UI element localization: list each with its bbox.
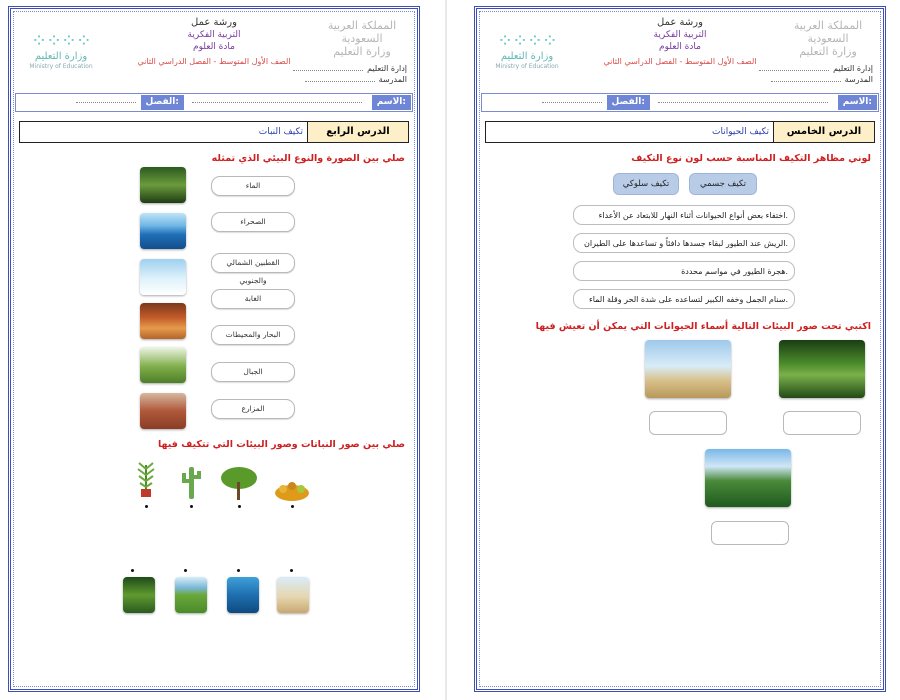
grade-title: الصف الأول المتوسط - الفصل الدراسي الثاني [603,57,757,66]
name-field[interactable] [658,102,828,103]
palm-farm-image[interactable] [140,347,186,383]
education-title: التربية الفكرية [187,30,241,40]
moe-logo-en: Ministry of Education [495,63,559,70]
instruction-match-habitat: صلي بين الصورة والنوع البيئي الذي تمثله [211,153,405,164]
workshop-title: ورشة عمل [191,17,237,28]
habitat-option[interactable]: الصحراء [211,212,295,232]
habitat-option[interactable]: القطبين الشمالي والجنوبي [211,253,295,273]
forest-environment-image[interactable] [123,577,155,613]
instruction-match-plants: صلي بين صور النباتات وصور البيئات التي تتكيف فيها [157,439,405,450]
cactus-plant-icon[interactable] [131,459,161,499]
admin-fields [293,63,407,85]
connector-dot[interactable] [290,569,293,572]
physical-adaptation-tag[interactable]: تكيف جسمي [689,173,757,195]
lesson-name: تكيف الحيوانات [711,127,769,137]
lesson-bar [19,121,409,143]
page-header [485,17,875,95]
desert-image[interactable] [140,303,186,339]
lesson-number: الدرس الخامس [773,122,874,142]
moe-logo-text: وزارة التعليم [34,51,88,62]
admin-label: إدارة التعليم [833,64,873,73]
mountain-image[interactable] [140,393,186,429]
moe-logo [21,31,101,70]
desert-answer-box[interactable] [649,411,727,435]
underwater-environment-image[interactable] [227,577,259,613]
rainforest-answer-box[interactable] [783,411,861,435]
habitat-option[interactable]: الجبال [211,362,295,382]
ocean-image[interactable] [140,213,186,249]
adaptation-statement[interactable]: سنام الجمل وخفه الكبير لتساعده على شدة الحر وقلة الماء. [573,289,795,309]
kingdom-logo: المملكة العربية السعودية وزارة التعليم [793,19,863,58]
lesson-name: تكيف النبات [258,127,303,137]
connector-dot[interactable] [131,569,134,572]
page-header [19,17,409,95]
class-label: الفصل: [607,95,650,110]
name-bar [15,93,413,112]
page-divider [445,0,447,700]
education-title: التربية الفكرية [653,30,707,40]
moe-logo-icon: ⁘⁘⁘⁘ [31,30,91,52]
tree-icon[interactable] [219,464,259,502]
name-label: الاسم: [372,95,411,110]
adaptation-statement[interactable]: هجرة الطيور في مواسم محددة. [573,261,795,281]
forest-image[interactable] [140,167,186,203]
name-bar [481,93,879,112]
connector-dot[interactable] [190,505,193,508]
class-field[interactable] [76,102,136,103]
class-label: الفصل: [141,95,184,110]
worksheet-page-right [474,6,886,692]
habitat-option[interactable]: المزارع [211,399,295,419]
workshop-title: ورشة عمل [657,17,703,28]
mountain-answer-box[interactable] [711,521,789,545]
adaptation-statement[interactable]: اختفاء بعض أنواع الحيوانات أثناء النهار للابتعاد عن الأعداء. [573,205,795,225]
connector-dot[interactable] [237,569,240,572]
desert-environment-image[interactable] [277,577,309,613]
connector-dot[interactable] [291,505,294,508]
lesson-bar [485,121,875,143]
admin-label: إدارة التعليم [367,64,407,73]
moe-logo-icon: ⁘⁘⁘⁘ [497,30,557,52]
behavioral-adaptation-tag[interactable]: تكيف سلوكي [613,173,679,195]
instruction-color-adaptation: لوني مظاهر التكيف المناسبة حسب لون نوع التكيف [631,153,871,164]
farm-environment-image[interactable] [175,577,207,613]
worksheet-page-left [8,6,420,692]
name-field[interactable] [192,102,362,103]
moe-logo-en: Ministry of Education [29,63,93,70]
connector-dot[interactable] [145,505,148,508]
school-label: المدرسة [378,75,407,84]
mountain-forest-image[interactable] [705,449,791,507]
polar-image[interactable] [140,259,186,295]
habitat-option[interactable]: البحار والمحيطات [211,325,295,345]
habitat-option[interactable]: الغابة [211,289,295,309]
rainforest-image[interactable] [779,340,865,398]
admin-fields [759,63,873,85]
grade-title: الصف الأول المتوسط - الفصل الدراسي الثاني [137,57,291,66]
moe-logo-text: وزارة التعليم [500,51,554,62]
adaptation-statement[interactable]: الريش عند الطيور لبقاء جسدها دافئاً و تساعدها على الطيران. [573,233,795,253]
header-titles [119,17,309,68]
subject-title: مادة العلوم [193,42,235,52]
habitat-option[interactable]: الماء [211,176,295,196]
lesson-number: الدرس الرابع [307,122,408,142]
connector-dot[interactable] [238,505,241,508]
name-label: الاسم: [838,95,877,110]
instruction-write-animals: اكتبي تحت صور البيئات التالية أسماء الحيوانات التي يمكن أن تعيش فيها [535,321,871,332]
fruit-basket-icon[interactable] [273,475,311,503]
saguaro-cactus-icon[interactable] [179,463,203,501]
class-field[interactable] [542,102,602,103]
kingdom-logo: المملكة العربية السعودية وزارة التعليم [327,19,397,58]
connector-dot[interactable] [184,569,187,572]
school-label: المدرسة [844,75,873,84]
subject-title: مادة العلوم [659,42,701,52]
moe-logo [487,31,567,70]
header-titles [585,17,775,68]
desert-cactus-image[interactable] [645,340,731,398]
